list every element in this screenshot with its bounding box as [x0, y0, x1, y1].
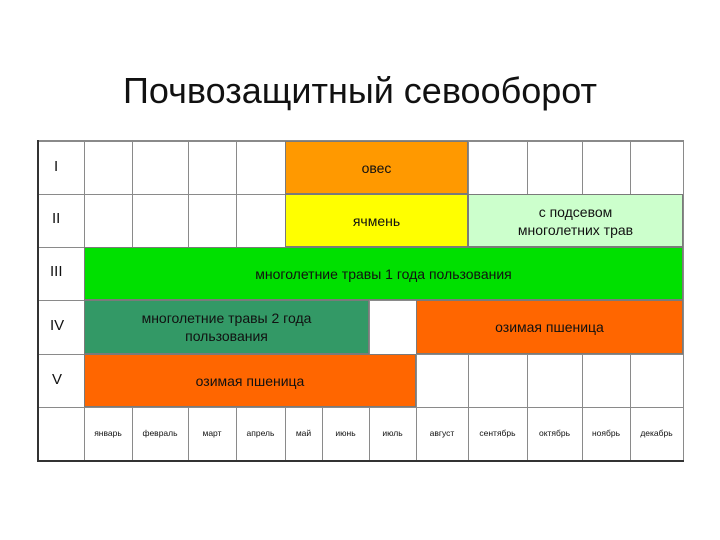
grid-cell: [132, 141, 189, 195]
month-label: сентябрь: [479, 428, 516, 438]
grid-cell: [37, 194, 85, 248]
grid-cell: [416, 354, 469, 408]
grid-cell: [468, 354, 528, 408]
row-label-3: III: [50, 263, 63, 280]
bar-travy-1-label: многолетние травы 1 года пользования: [255, 265, 512, 282]
grid-cell: [630, 141, 684, 195]
bar-ozimaya-row4: [416, 300, 683, 354]
month-label: июль: [382, 428, 403, 438]
grid-cell: [188, 194, 237, 248]
grid-cell: [37, 407, 85, 461]
month-label: ноябрь: [591, 428, 621, 438]
month-label: июнь: [335, 428, 356, 438]
grid-cell: [132, 194, 189, 248]
table-bottom-border: [37, 460, 684, 462]
bar-oves-label: овес: [361, 159, 392, 176]
bar-ozimaya-row4-label: озимая пшеница: [495, 319, 604, 335]
grid-cell: [630, 354, 684, 408]
month-label: март: [202, 428, 222, 438]
bar-yachmen-label: ячмень: [352, 212, 401, 229]
bar-travy-2-label: [142, 309, 312, 345]
grid-cell: [236, 141, 286, 195]
month-label: декабрь: [640, 428, 673, 438]
row-label-4: IV: [50, 317, 65, 334]
row-label-2: II: [52, 210, 61, 227]
bar-oves: [285, 141, 468, 194]
month-label: апрель: [246, 428, 275, 438]
bar-travy-2: [84, 300, 369, 354]
month-label: май: [295, 428, 312, 438]
month-label: январь: [94, 428, 122, 438]
grid-cell: [527, 354, 583, 408]
grid-cell: [236, 194, 286, 248]
table-left-border: [37, 140, 39, 462]
bar-podsev: [468, 194, 683, 247]
grid-cell: [468, 141, 528, 195]
grid-cell: [84, 141, 133, 195]
bar-ozimaya-row5-label: озимая пшеница: [195, 372, 305, 389]
bar-travy-1: [84, 247, 683, 300]
page-title: Почвозащитный севооборот: [123, 70, 597, 111]
month-label: август: [429, 428, 455, 438]
bar-podsev-line1: с подсевом: [538, 203, 613, 220]
bar-podsev-label: [518, 203, 633, 239]
bar-travy-2-line1: многолетние травы 2 года: [141, 310, 312, 326]
grid-cell: [37, 141, 85, 195]
grid-cell: [582, 141, 631, 195]
bar-travy-2-line2: пользования: [185, 328, 268, 344]
grid-cell: [84, 194, 133, 248]
grid-cell: [188, 141, 237, 195]
grid-cell: [369, 300, 417, 355]
row-label-5: V: [52, 371, 63, 388]
month-label: февраль: [142, 428, 178, 438]
grid-cell: [527, 141, 583, 195]
bar-yachmen: [285, 194, 468, 247]
bar-ozimaya-row5: [84, 354, 416, 407]
grid-cell: [582, 354, 631, 408]
row-label-1: I: [54, 158, 59, 175]
bar-podsev-line2: многолетних трав: [517, 221, 634, 238]
month-label: октябрь: [538, 428, 571, 438]
